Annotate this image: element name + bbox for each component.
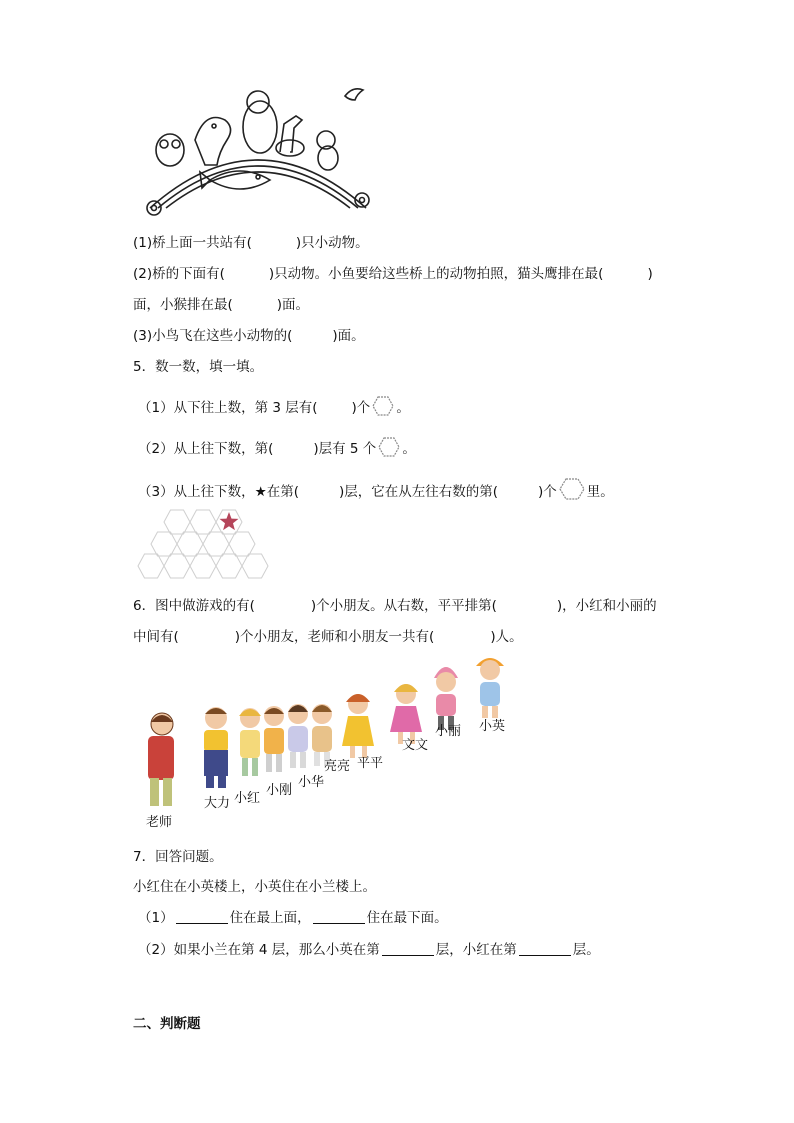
bridge-question-2-continued xyxy=(133,296,309,314)
question-text: ) xyxy=(647,266,653,282)
hexagon-cell xyxy=(190,554,216,578)
xiaohong-figure xyxy=(239,708,261,776)
question-text: )面。 xyxy=(332,328,365,344)
hexagon-cell xyxy=(138,554,164,578)
label-pingping: 平平 xyxy=(357,756,384,771)
star-icon xyxy=(220,512,239,530)
label-xiaohong: 小红 xyxy=(234,791,261,806)
hexagon-pyramid-figure xyxy=(136,508,272,588)
question-text: 层。 xyxy=(572,942,600,958)
question-7-part-1 xyxy=(138,909,448,927)
answer-blank[interactable] xyxy=(519,943,571,956)
question-text: )个 xyxy=(351,400,371,416)
hexagon-icon xyxy=(559,478,585,500)
question-text: 层，小红在第 xyxy=(435,942,517,958)
hexagon-icon xyxy=(378,437,400,457)
question-5-title: 5．数一数，填一填。 xyxy=(133,359,264,375)
question-text: )层，它在从左往右数的第( xyxy=(338,484,499,500)
question-text: 。 xyxy=(402,441,416,457)
hexagon-cell xyxy=(164,554,190,578)
question-text: (2)桥的下面有( xyxy=(133,266,225,282)
hexagon-cell xyxy=(164,510,190,534)
bridge-question-2 xyxy=(133,265,653,283)
question-text: （1） xyxy=(138,910,174,926)
label-liangliang: 亮亮 xyxy=(324,759,351,774)
xiaohua-figure xyxy=(288,704,308,768)
question-text: )面。 xyxy=(276,297,310,313)
question-6-line-2 xyxy=(133,628,523,646)
question-text: 住在最上面， xyxy=(229,910,311,926)
bridge-question-1 xyxy=(133,234,369,252)
question-text: 住在最下面。 xyxy=(366,910,448,926)
question-text: （3）从上往下数，★在第( xyxy=(138,484,299,500)
question-text: (1)桥上面一共站有( xyxy=(133,235,252,251)
question-text: )只动物。小鱼要给这些桥上的动物拍照，猫头鹰排在最( xyxy=(268,266,604,282)
hexagon-cell xyxy=(190,510,216,534)
question-text: （2）如果小兰在第 4 层，那么小英在第 xyxy=(138,942,380,958)
dali-figure xyxy=(204,707,228,788)
hexagon-cell xyxy=(229,532,255,556)
label-dali: 大力 xyxy=(204,796,231,811)
question-6-line-1 xyxy=(133,597,657,615)
question-text: (3)小鸟飞在这些小动物的( xyxy=(133,328,293,344)
bridge-animals-illustration xyxy=(140,82,376,222)
question-7-part-2 xyxy=(138,941,600,959)
question-text: 6．图中做游戏的有( xyxy=(133,598,255,614)
xiaoying-figure xyxy=(476,658,504,718)
question-text: 面，小猴排在最( xyxy=(133,297,233,313)
question-text: （2）从上往下数，第( xyxy=(138,441,274,457)
hexagon-cell xyxy=(151,532,177,556)
label-xiaoli: 小丽 xyxy=(435,724,462,739)
label-xiaohua: 小华 xyxy=(298,775,325,790)
question-text: )人。 xyxy=(490,629,523,645)
hexagon-cell xyxy=(216,554,242,578)
bridge-question-3 xyxy=(133,327,365,345)
question-text: （1）从下往上数，第 3 层有( xyxy=(138,400,318,416)
question-text: )层有 5 个 xyxy=(313,441,377,457)
question-7-stem: 小红住在小英楼上，小英住在小兰楼上。 xyxy=(133,879,376,895)
liangliang-figure xyxy=(312,704,332,766)
question-text: )，小红和小丽的 xyxy=(556,598,657,614)
hexagon-cell xyxy=(177,532,203,556)
question-text: )只小动物。 xyxy=(295,235,369,251)
question-text: 里。 xyxy=(586,484,614,500)
answer-blank[interactable] xyxy=(176,911,228,924)
xiaogang-figure xyxy=(264,706,284,772)
answer-blank[interactable] xyxy=(313,911,365,924)
hexagon-icon xyxy=(372,396,394,416)
hexagon-cell xyxy=(242,554,268,578)
pingping-figure xyxy=(342,694,374,758)
question-5-part-3 xyxy=(138,478,614,501)
question-5-part-2 xyxy=(138,437,416,458)
question-text: )个小朋友。从右数，平平排第( xyxy=(310,598,497,614)
label-xiaogang: 小刚 xyxy=(266,783,293,798)
label-teacher: 老师 xyxy=(146,815,173,830)
question-text: )个小朋友，老师和小朋友一共有( xyxy=(234,629,435,645)
wenwen-figure xyxy=(390,684,422,744)
hexagon-cell xyxy=(203,532,229,556)
question-text: 中间有( xyxy=(133,629,179,645)
question-text: )个 xyxy=(538,484,557,500)
label-xiaoying: 小英 xyxy=(479,719,506,734)
teacher-figure xyxy=(148,713,174,806)
question-5-part-1 xyxy=(138,396,410,417)
section-2-title: 二、判断题 xyxy=(133,1016,201,1032)
xiaoli-figure xyxy=(434,667,458,730)
answer-blank[interactable] xyxy=(382,943,434,956)
label-wenwen: 文文 xyxy=(402,738,429,753)
question-7-title: 7．回答问题。 xyxy=(133,849,223,865)
question-text: 。 xyxy=(396,400,410,416)
